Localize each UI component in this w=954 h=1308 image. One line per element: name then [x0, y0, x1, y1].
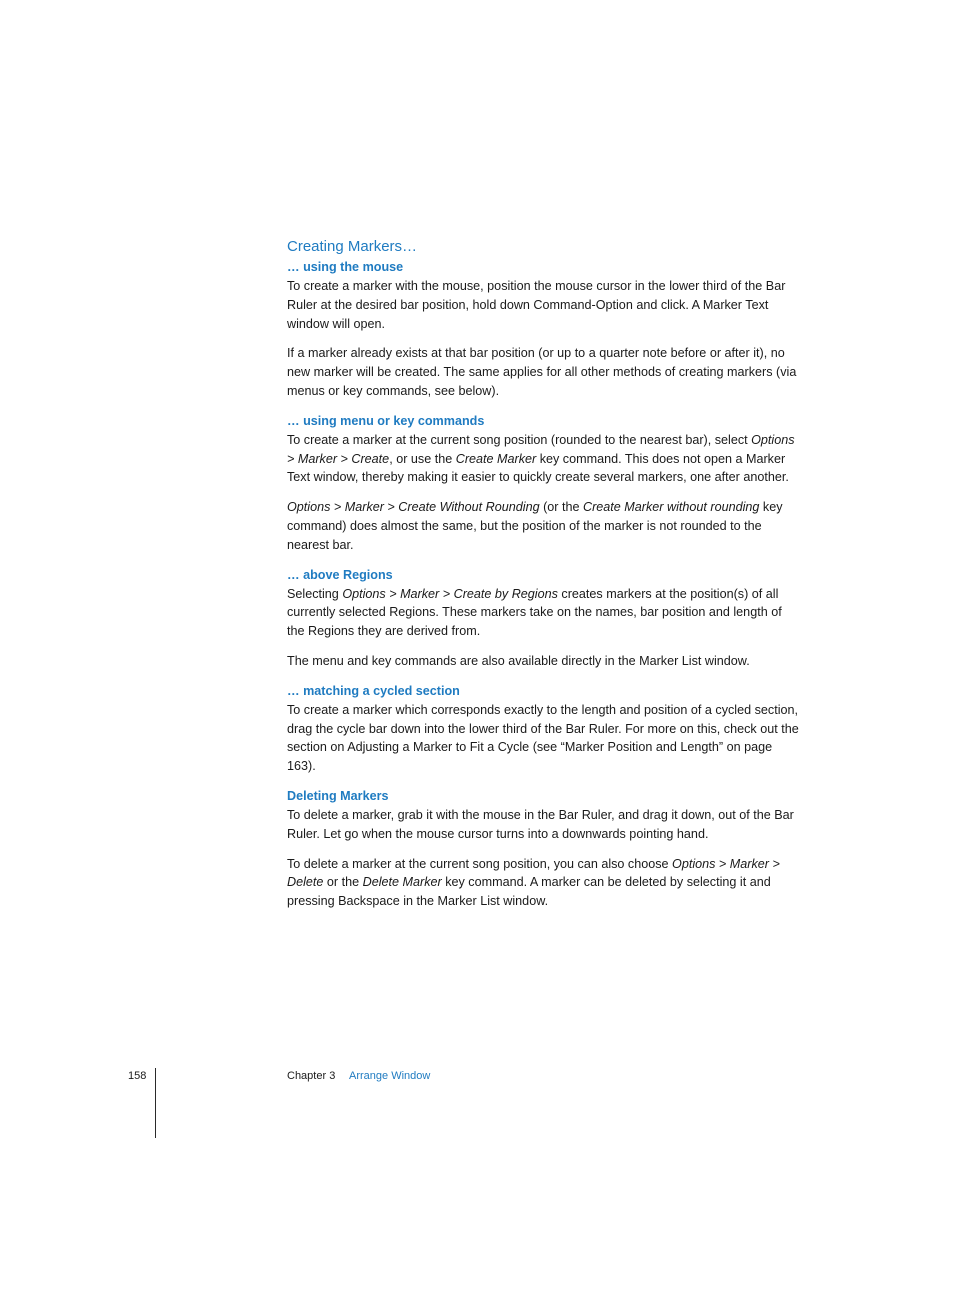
- text-run: To delete a marker at the current song position, you can also choose: [287, 856, 673, 871]
- subheading-using-mouse: … using the mouse: [287, 260, 404, 274]
- menu-path: Options > Marker > Create: [287, 432, 795, 466]
- text-run: key command. A marker can be deleted by selecting it and pressing Backspace in the Marker List window.: [287, 875, 771, 909]
- paragraph: To create a marker which corresponds exactly to the length and position of a cycled section, drag the cycle bar down into the lower third of the Bar Ruler. For more on this, check out the section on Adjusting a Marker to Fit a Cycle (see “Marker Position and Length” on page 163).: [287, 702, 799, 774]
- subheading-cycled-section: … matching a cycled section: [287, 683, 460, 698]
- text-run: or the: [323, 875, 363, 890]
- subheading-above-regions: … above Regions: [287, 567, 393, 582]
- paragraph: To delete a marker, grab it with the mouse in the Bar Ruler, and drag it down, out of the Bar Ruler. Let go when the mouse cursor turns into a downwards pointing hand.: [287, 807, 794, 841]
- key-command-name: Delete Marker: [362, 875, 442, 890]
- text-run: creates markers at the position(s) of all currently selected Regions. These markers take on the names, bar position and length of the Regions they are derived from.: [287, 586, 782, 639]
- paragraph: [287, 585, 799, 641]
- menu-path: Options > Marker > Create by Regions: [342, 586, 558, 601]
- text-run: key command. This does not open a Marker Text window, thereby making it easier to quickly create several markers, one after another.: [287, 451, 789, 485]
- menu-path: Options > Marker > Create Without Rounding: [287, 500, 540, 515]
- text-run: key command) does almost the same, but the position of the marker is not rounded to the nearest bar.: [287, 500, 783, 552]
- footer-divider: [155, 1068, 156, 1138]
- subheading-using-menu: … using menu or key commands: [287, 413, 485, 428]
- menu-path: Options > Marker > Delete: [287, 856, 780, 890]
- page-content: [287, 236, 799, 922]
- footer-chapter-label: Chapter 3: [287, 1070, 336, 1082]
- paragraph: The menu and key commands are also available directly in the Marker List window.: [287, 653, 750, 668]
- text-run: To create a marker at the current song position (rounded to the nearest bar), select: [287, 432, 752, 447]
- paragraph: [287, 498, 799, 554]
- key-command-name: Create Marker without rounding: [583, 500, 760, 515]
- paragraph: To create a marker with the mouse, position the mouse cursor in the lower third of the Bar Ruler at the desired bar position, hold down Command-Option and click. A Marker Text window will open.: [287, 279, 786, 331]
- key-command-name: Create Marker: [455, 451, 537, 466]
- subheading-deleting-markers: Deleting Markers: [287, 788, 389, 803]
- text-run: Selecting: [287, 586, 343, 601]
- page-number: 158: [128, 1070, 147, 1082]
- paragraph: [287, 431, 799, 487]
- text-run: (or the: [539, 500, 583, 515]
- paragraph: [287, 855, 799, 911]
- footer-chapter-title: Arrange Window: [349, 1070, 431, 1082]
- text-run: , or use the: [389, 451, 456, 466]
- paragraph: If a marker already exists at that bar position (or up to a quarter note before or after it), no new marker will be created. The same applies for all other methods of creating markers (via menus or key commands, see below).: [287, 346, 797, 398]
- section-title: Creating Markers…: [287, 238, 418, 255]
